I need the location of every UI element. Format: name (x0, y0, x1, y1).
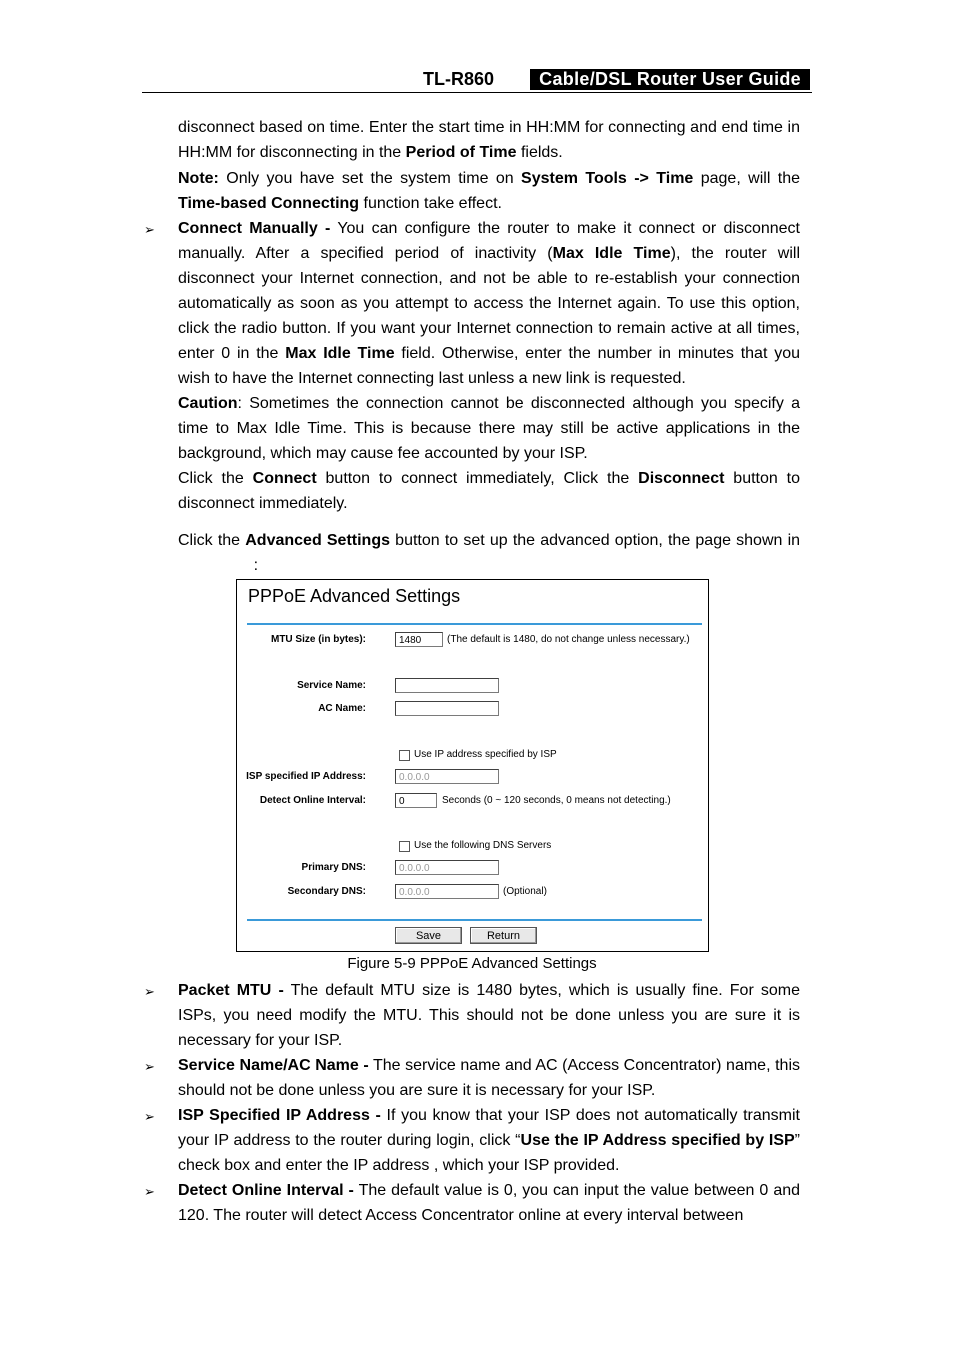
model-name: TL-R860 (422, 69, 494, 89)
bullet-icon: ➢ (144, 984, 155, 999)
use-ip-label: Use IP address specified by ISP (414, 749, 557, 760)
mtu-note: (The default is 1480, do not change unless necessary.) (447, 634, 690, 645)
paragraph-isp-ip: ISP Specified IP Address - If you know that your ISP does not automatically transmit your IP address to the router during login, click “Use the IP Address specified by ISP” check box and enter the IP address , which your ISP provided. (178, 1107, 801, 1174)
service-name-label: Service Name: (297, 680, 366, 691)
pppoe-advanced-settings-figure (236, 579, 709, 952)
primary-dns-label: Primary DNS: (301, 862, 366, 873)
use-dns-checkbox[interactable] (399, 841, 410, 852)
mtu-label: MTU Size (in bytes): (270, 634, 366, 645)
detect-interval-input[interactable]: 0 (395, 793, 437, 808)
paragraph-service-name: Service Name/AC Name - The service name and AC (Access Concentrator) name, this should not be done unless you are sure it is necessary for your ISP. (178, 1057, 800, 1099)
bullet-icon: ➢ (144, 1184, 155, 1199)
detect-interval-label: Detect Online Interval: (259, 795, 366, 806)
figure-title: PPPoE Advanced Settings (248, 586, 461, 606)
use-ip-checkbox[interactable] (399, 750, 410, 761)
paragraph-time-based: disconnect based on time. Enter the start time in HH:MM for connecting and end time in HH:MM for disconnecting in the Period of Time fields. (178, 119, 800, 161)
paragraph-detect-interval: Detect Online Interval - The default value is 0, you can input the value between 0 and 120. The router will detect Access Concentrator online at every interval between (178, 1182, 801, 1224)
ac-name-input[interactable] (395, 701, 499, 716)
page-header (142, 66, 812, 93)
use-dns-label: Use the following DNS Servers (414, 840, 552, 851)
paragraph-packet-mtu: Packet MTU - The default MTU size is 1480 bytes, which is usually fine. For some ISPs, you need modify the MTU. This should not be done unless you are sure it is necessary for your ISP. (178, 982, 800, 1049)
divider-bottom (247, 919, 702, 921)
paragraph-connect-buttons: Click the Connect button to connect immediately, Click the Disconnect button to disconnect immediately. (178, 470, 800, 512)
service-name-input[interactable] (395, 678, 499, 693)
ac-name-label: AC Name: (318, 703, 366, 714)
guide-title: Cable/DSL Router User Guide (530, 69, 810, 90)
bullet-icon: ➢ (144, 1059, 155, 1074)
divider-top (247, 623, 702, 625)
save-button[interactable]: Save (395, 927, 462, 944)
bullet-icon: ➢ (144, 222, 155, 237)
detect-interval-note: Seconds (0 ~ 120 seconds, 0 means not detecting.) (442, 795, 671, 806)
paragraph-note: Note: Only you have set the system time on System Tools -> Time page, will the Time-based Connecting function take effect. (178, 170, 801, 212)
primary-dns-input[interactable]: 0.0.0.0 (395, 860, 499, 875)
paragraph-caution: Caution: Sometimes the connection cannot be disconnected although you specify a time to Max Idle Time. This is because there may still be active applications in the background, which may cause fee accounted by your ISP. (178, 395, 800, 462)
secondary-dns-label: Secondary DNS: (287, 886, 366, 897)
secondary-dns-input[interactable]: 0.0.0.0 (395, 884, 499, 899)
return-button[interactable]: Return (470, 927, 537, 944)
optional-note: (Optional) (503, 886, 547, 897)
figure-caption: Figure 5-9 PPPoE Advanced Settings (347, 955, 597, 972)
mtu-input[interactable]: 1480 (395, 632, 443, 647)
isp-ip-input[interactable]: 0.0.0.0 (395, 769, 499, 784)
paragraph-advanced-settings: Click the Advanced Settings button to set up the advanced option, the page shown in : (178, 532, 801, 574)
bullet-icon: ➢ (144, 1109, 155, 1124)
isp-ip-label: ISP specified IP Address: (246, 771, 366, 782)
paragraph-connect-manually: Connect Manually - You can configure the router to make it connect or disconnect manually. After a specified period of inactivity (Max Idle Time), the router will disconnect your Internet connection, and not be able to re-establish your connection automatically as soon as you attempt to access the Internet again. To use this option, click the radio button. If you want your Internet connection to remain active at all times, enter 0 in the Max Idle Time field. Otherwise, enter the number in minutes that you wish to have the Internet connecting last unless a new link is requested. (178, 220, 801, 387)
